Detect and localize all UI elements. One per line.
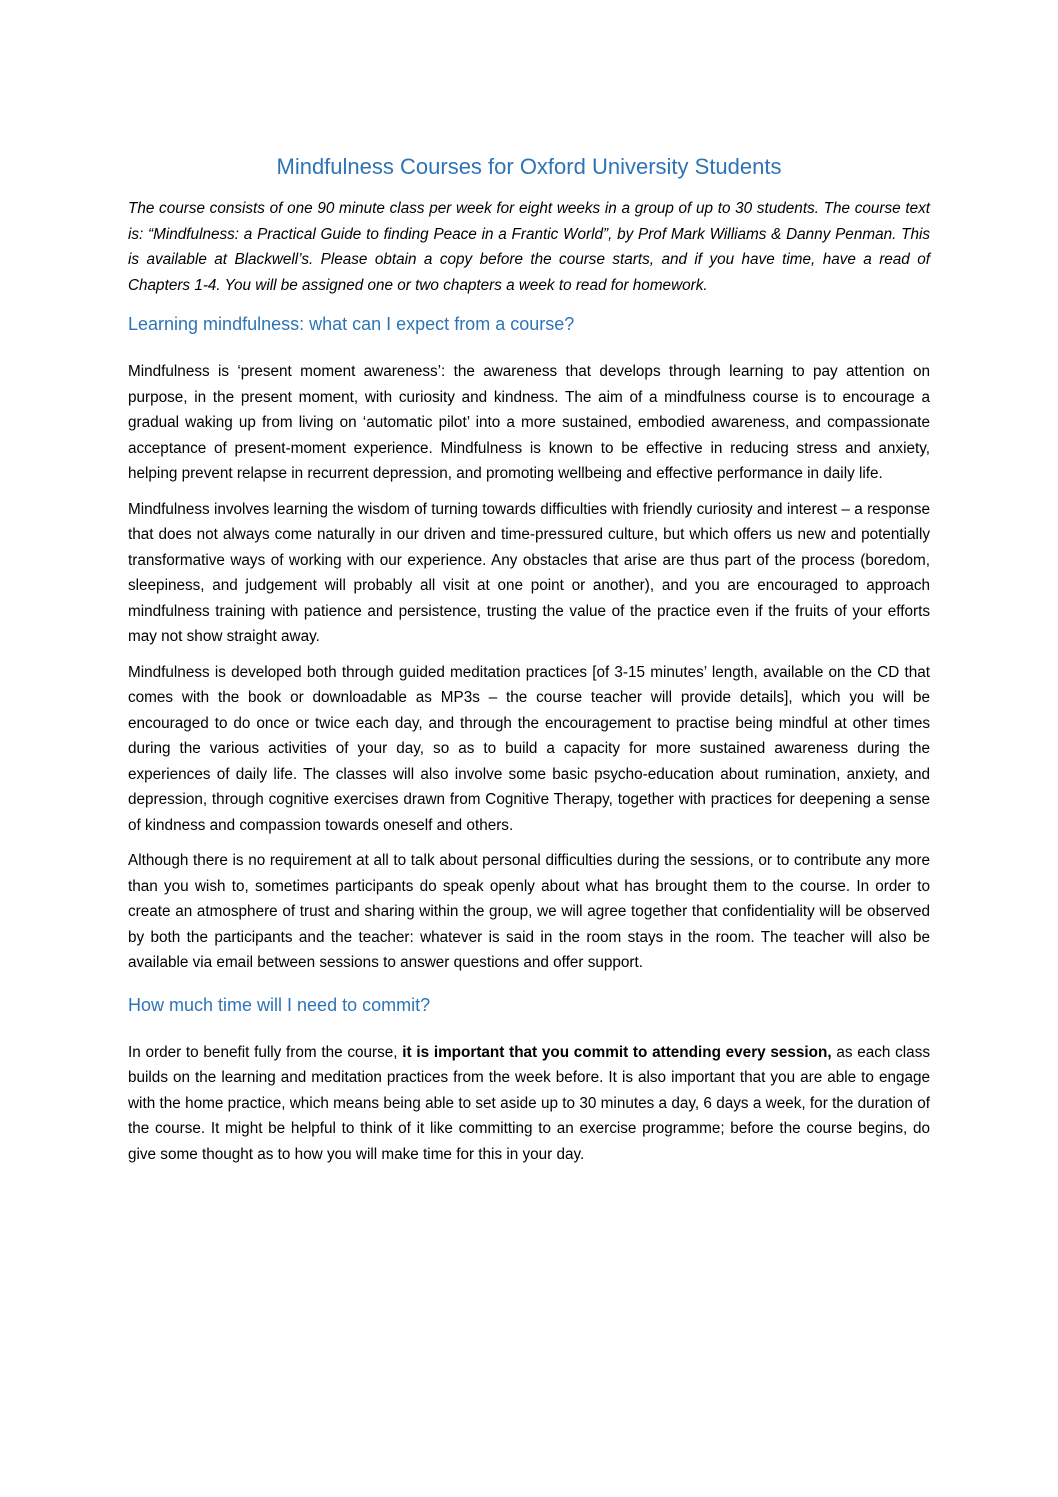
document-title: Mindfulness Courses for Oxford University Students — [276, 154, 782, 179]
course-intro: The course consists of one 90 minute class per week for eight weeks in a group of up to 30 students. The course text is: “Mindfulness: a Practical Guide to finding Peace in a Frantic World”, by Prof Mark Williams & Danny Penman. This is available at Blackwell’s. Please obtain a copy before the course starts, and if you have time, have a read of Chapters 1-4. You will be assigned one or two chapters a week to read for homework. — [128, 200, 930, 294]
time-commitment-text-start: In order to benefit fully from the course, — [128, 1043, 403, 1061]
attendance-requirement-emphasis: it is important that you commit to attending every session, — [402, 1043, 832, 1061]
section-heading-learning: Learning mindfulness: what can I expect from a course? — [128, 314, 575, 334]
document-page — [128, 152, 930, 1177]
paragraph-how-developed: Mindfulness is developed both through guided meditation practices [of 3-15 minutes’ length, available on the CD that comes with the book or downloadable as MP3s – the course teacher will provide details], which you will be encouraged to do once or twice each day, and through the encouragement to practise being mindful at other times during the various activities of your day, so as to build a capacity for more sustained awareness during the experiences of daily life. The classes will also involve some basic psycho-education about rumination, anxiety, and depression, through cognitive exercises drawn from Cognitive Therapy, together with practices for deepening a sense of kindness and compassion towards oneself and others. — [128, 663, 930, 834]
section-heading-time-commitment: How much time will I need to commit? — [128, 994, 431, 1015]
paragraph-time-commitment — [128, 1040, 930, 1168]
paragraph-turning-towards-difficulties: Mindfulness involves learning the wisdom of turning towards difficulties with friendly curiosity and interest – a response that does not always come naturally in our driven and time-pressured culture, but which offers us new and potentially transformative ways of working with our experience. Any obstacles that arise are thus part of the process (boredom, sleepiness, and judgement will probably all visit at one point or another), and you are encouraged to approach mindfulness training with patience and persistence, trusting the value of the practice even if the fruits of your efforts may not show straight away. — [128, 500, 930, 645]
time-commitment-text-end: as each class builds on the learning and meditation practices from the week before. It is also important that you are able to engage with the home practice, which means being able to set aside up to 30 minutes a day, 6 days a week, for the duration of the course. It might be helpful to think of it like committing to an exercise programme; before the course begins, do give some thought as to how you will make time for this in your day. — [128, 1043, 930, 1163]
paragraph-what-is-mindfulness: Mindfulness is ‘present moment awareness’: the awareness that develops through learning to pay attention on purpose, in the present moment, with curiosity and kindness. The aim of a mindfulness course is to encourage a gradual waking up from living on ‘automatic pilot’ into a more sustained, embodied awareness, and compassionate acceptance of present-moment experience. Mindfulness is known to be effective in reducing stress and anxiety, helping prevent relapse in recurrent depression, and promoting wellbeing and effective performance in daily life. — [128, 363, 930, 482]
paragraph-confidentiality: Although there is no requirement at all to talk about personal difficulties during the sessions, or to contribute any more than you wish to, sometimes participants do speak openly about what has brought them to the course. In order to create an atmosphere of trust and sharing within the group, we will agree together that confidentiality will be observed by both the participants and the teacher: whatever is said in the room stays in the room. The teacher will also be available via email between sessions to answer questions and offer support. — [128, 852, 930, 971]
